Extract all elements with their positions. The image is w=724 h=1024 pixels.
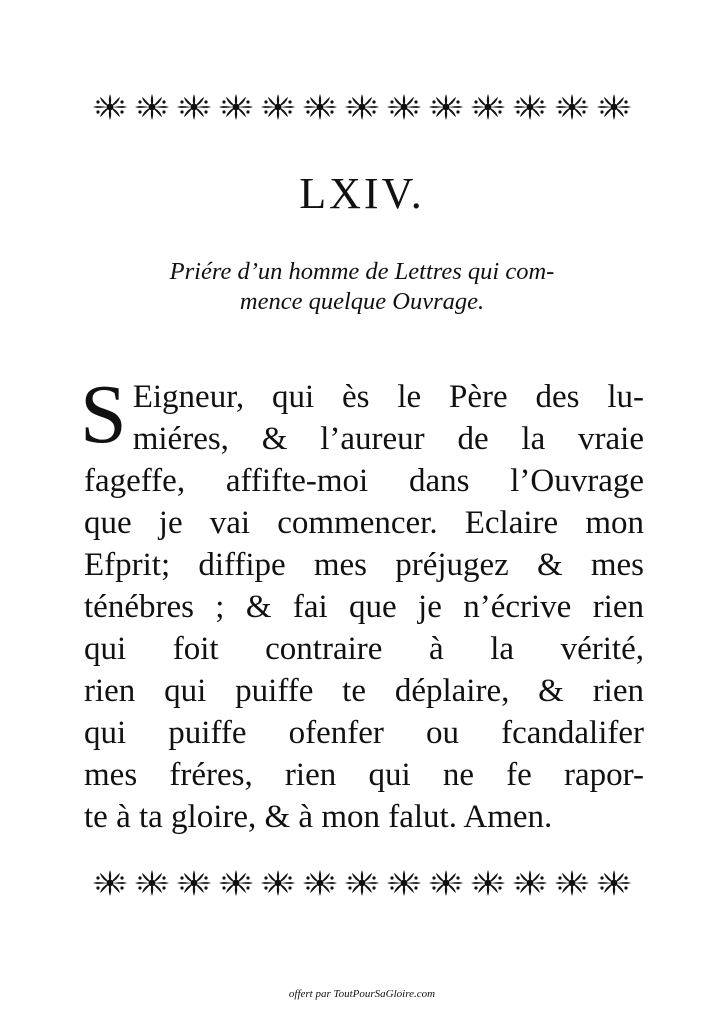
fleuron-icon	[596, 93, 632, 121]
fleuron-icon	[260, 869, 296, 897]
body-line: Eigneur, qui ès le Père des lu-	[132, 379, 644, 415]
fleuron-icon	[260, 93, 296, 121]
drop-cap: S	[80, 368, 127, 461]
fleuron-icon	[176, 93, 212, 121]
fleuron-icon	[344, 869, 380, 897]
chapter-heading: LXIV.	[299, 169, 425, 218]
fleuron-icon	[386, 93, 422, 121]
prayer-title-line: mence quelque Ouvrage.	[239, 288, 485, 315]
fleuron-icon	[92, 869, 128, 897]
fleuron-icon	[344, 93, 380, 121]
prayer-title	[100, 257, 624, 317]
fleuron-icon	[176, 869, 212, 897]
body-line: qui foit contraire à la vérité,	[84, 631, 644, 667]
prayer-body	[80, 368, 644, 838]
body-line: que je vai commencer. Eclaire mon	[84, 505, 644, 541]
fleuron-icon	[470, 93, 506, 121]
top-ornament-border	[92, 90, 632, 124]
fleuron-icon	[218, 93, 254, 121]
fleuron-icon	[134, 93, 170, 121]
body-line: te à ta gloire, & à mon falut. Amen.	[84, 799, 553, 835]
fleuron-icon	[134, 869, 170, 897]
footer-credit: offert par ToutPourSaGloire.com	[288, 988, 436, 1000]
fleuron-icon	[428, 869, 464, 897]
body-line: miéres, & l’aureur de la vraie	[132, 421, 644, 457]
body-line: ténébres ; & fai que je n’écrive rien	[84, 589, 644, 625]
fleuron-icon	[302, 93, 338, 121]
fleuron-icon	[512, 869, 548, 897]
fleuron-icon	[302, 869, 338, 897]
fleuron-icon	[92, 93, 128, 121]
bottom-ornament-border	[92, 866, 632, 900]
fleuron-icon	[596, 869, 632, 897]
fleuron-icon	[428, 93, 464, 121]
fleuron-icon	[218, 869, 254, 897]
body-line: rien qui puiffe te déplaire, & rien	[84, 673, 644, 709]
fleuron-icon	[470, 869, 506, 897]
body-line: fageffe, affifte-moi dans l’Ouvrage	[84, 463, 644, 499]
prayer-title-line: Priére d’un homme de Lettres qui com-	[169, 258, 555, 285]
body-line: mes fréres, rien qui ne fe rapor-	[84, 757, 644, 793]
body-line: Efprit; diffipe mes préjugez & mes	[84, 547, 644, 583]
fleuron-icon	[512, 93, 548, 121]
fleuron-icon	[554, 869, 590, 897]
fleuron-icon	[386, 869, 422, 897]
fleuron-icon	[554, 93, 590, 121]
body-line: qui puiffe ofenfer ou fcandalifer	[84, 715, 644, 751]
